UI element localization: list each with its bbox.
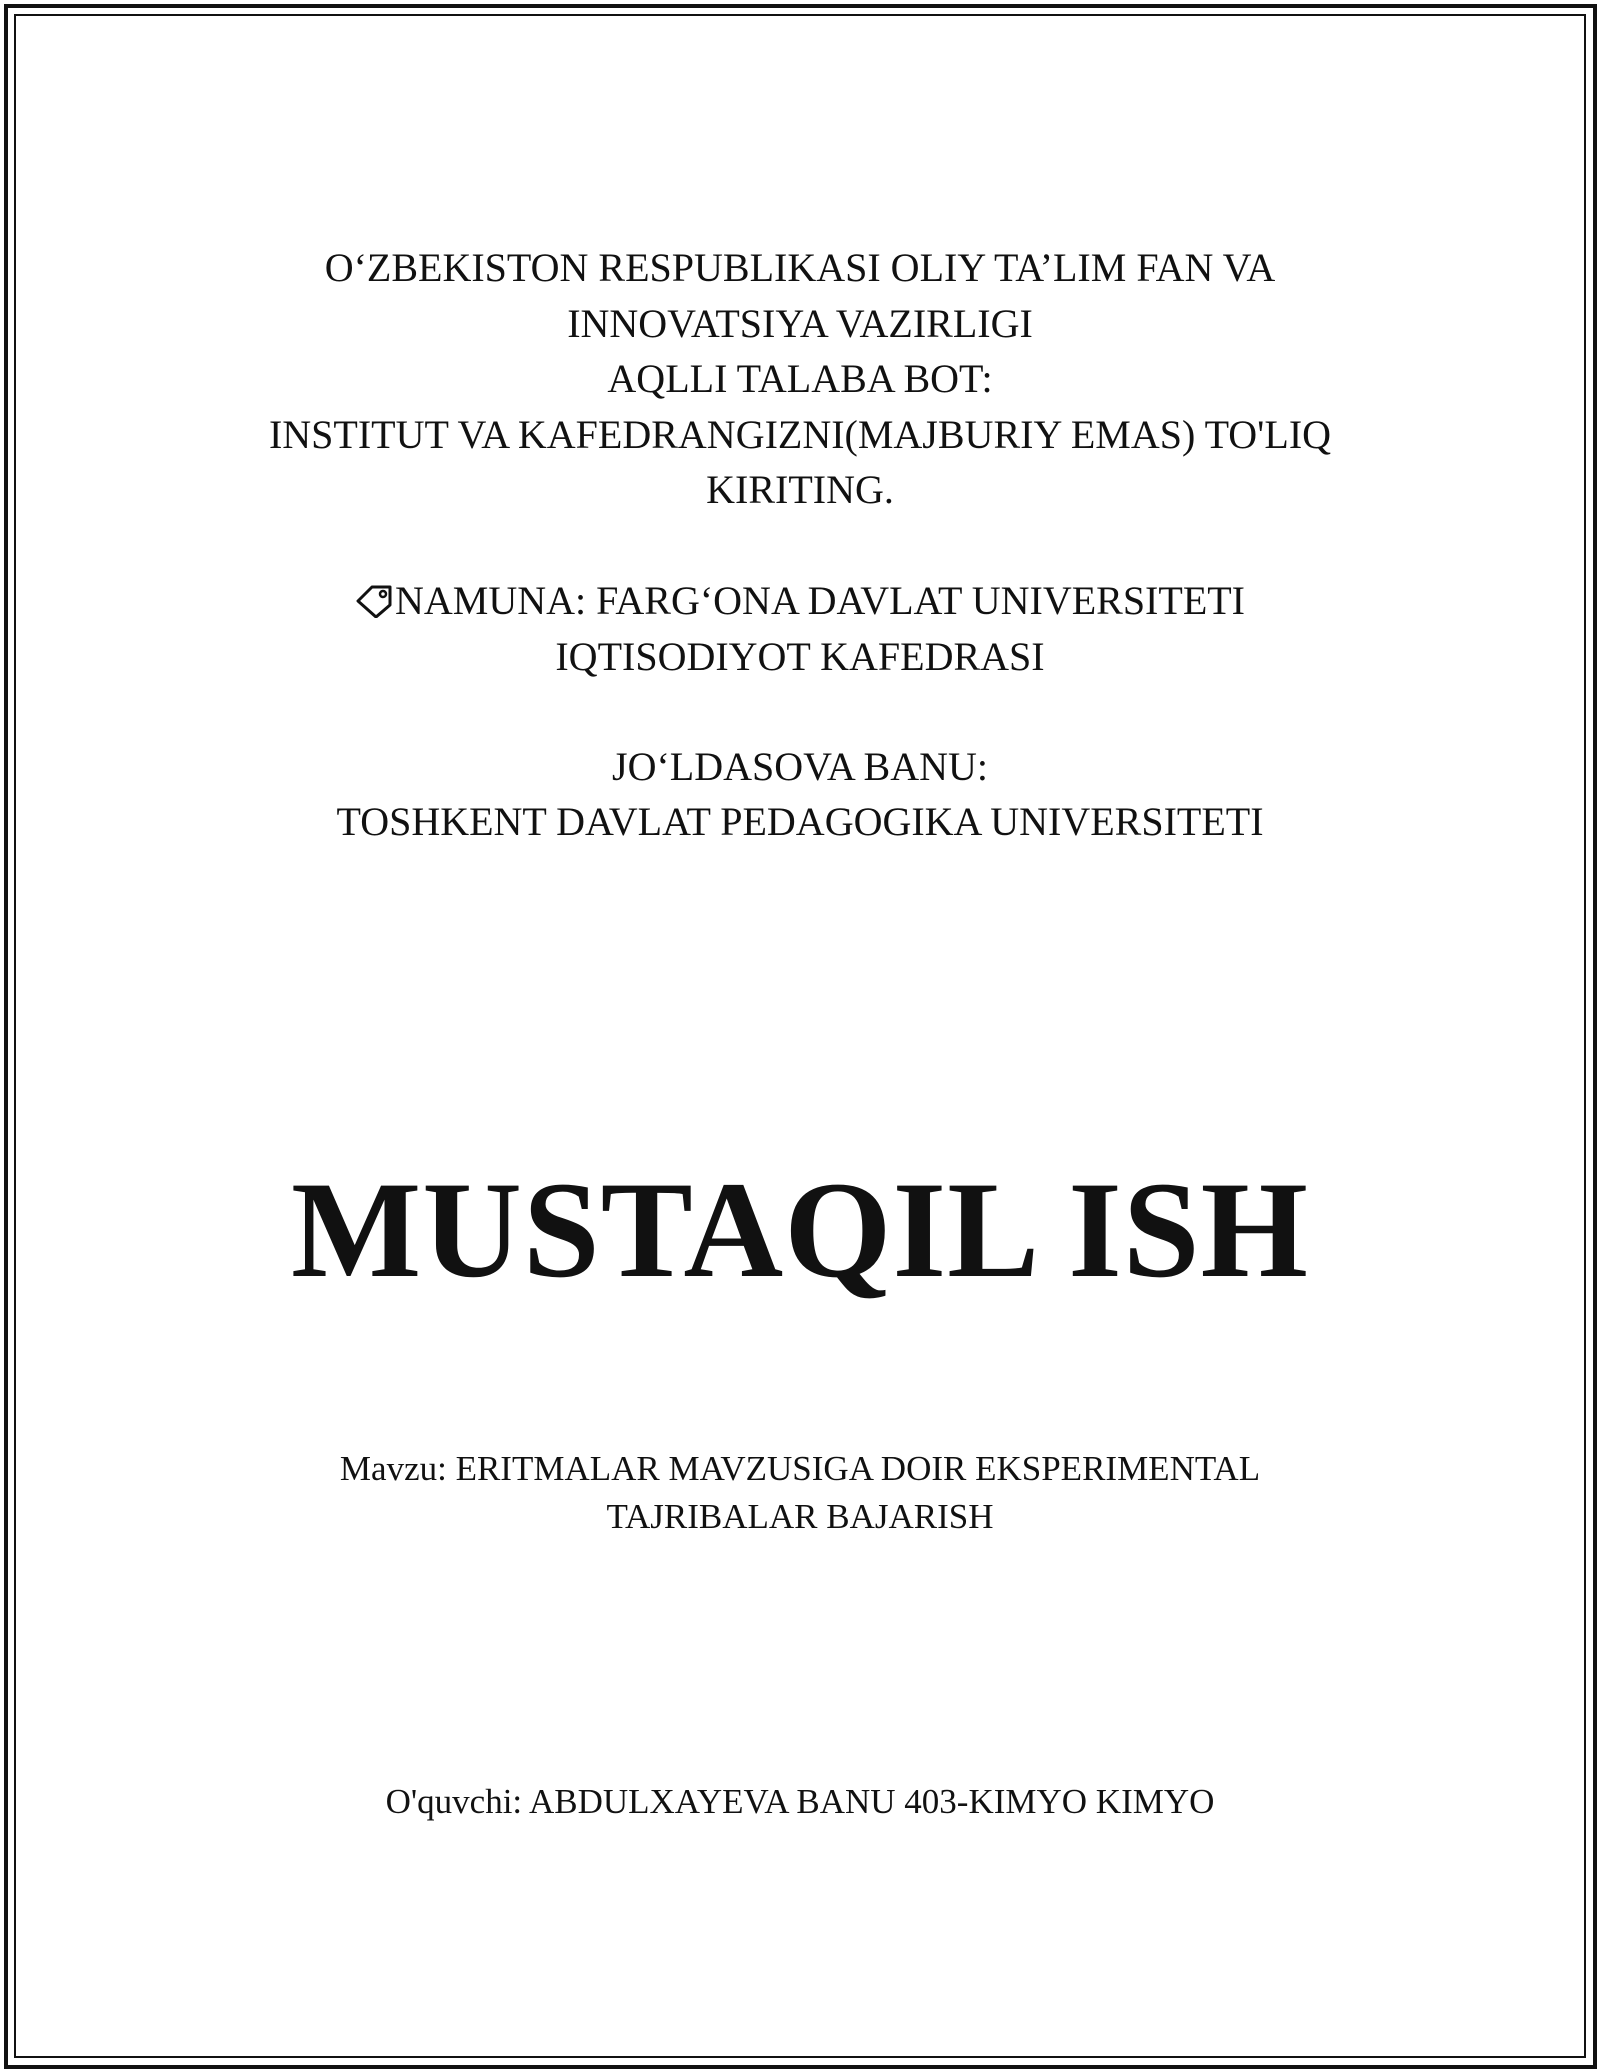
ministry-line-1: O‘ZBEKISTON RESPUBLIKASI OLIY TA’LIM FAN VA [324,245,1276,290]
student-name-line: JO‘LDASOVA BANU: [612,744,988,789]
topic-line-2: TAJRIBALAR BAJARISH [606,1497,994,1536]
page-title: MUSTAQIL ISH [291,1153,1309,1306]
instruction-line-1: INSTITUT VA KAFEDRANGIZNI(MAJBURIY EMAS) TO'LIQ [268,412,1332,457]
sample-line-1 [0,574,1600,628]
university-line: TOSHKENT DAVLAT PEDAGOGIKA UNIVERSITETI [336,799,1264,844]
sample-university-text: NAMUNA: FARG‘ONA DAVLAT UNIVERSITETI [395,578,1245,623]
instruction-line-2: KIRITING. [706,467,894,512]
ministry-line-2: INNOVATSIYA VAZIRLIGI [567,301,1033,346]
author-line: O'quvchi: ABDULXAYEVA BANU 403-KIMYO KIMYO [385,1782,1215,1821]
bot-line: AQLLI TALABA BOT: [607,356,993,401]
sample-line-2: IQTISODIYOT KAFEDRASI [555,634,1045,679]
topic-line-1: Mavzu: ERITMALAR MAVZUSIGA DOIR EKSPERIMENTAL [339,1449,1261,1488]
tag-icon [355,578,393,612]
